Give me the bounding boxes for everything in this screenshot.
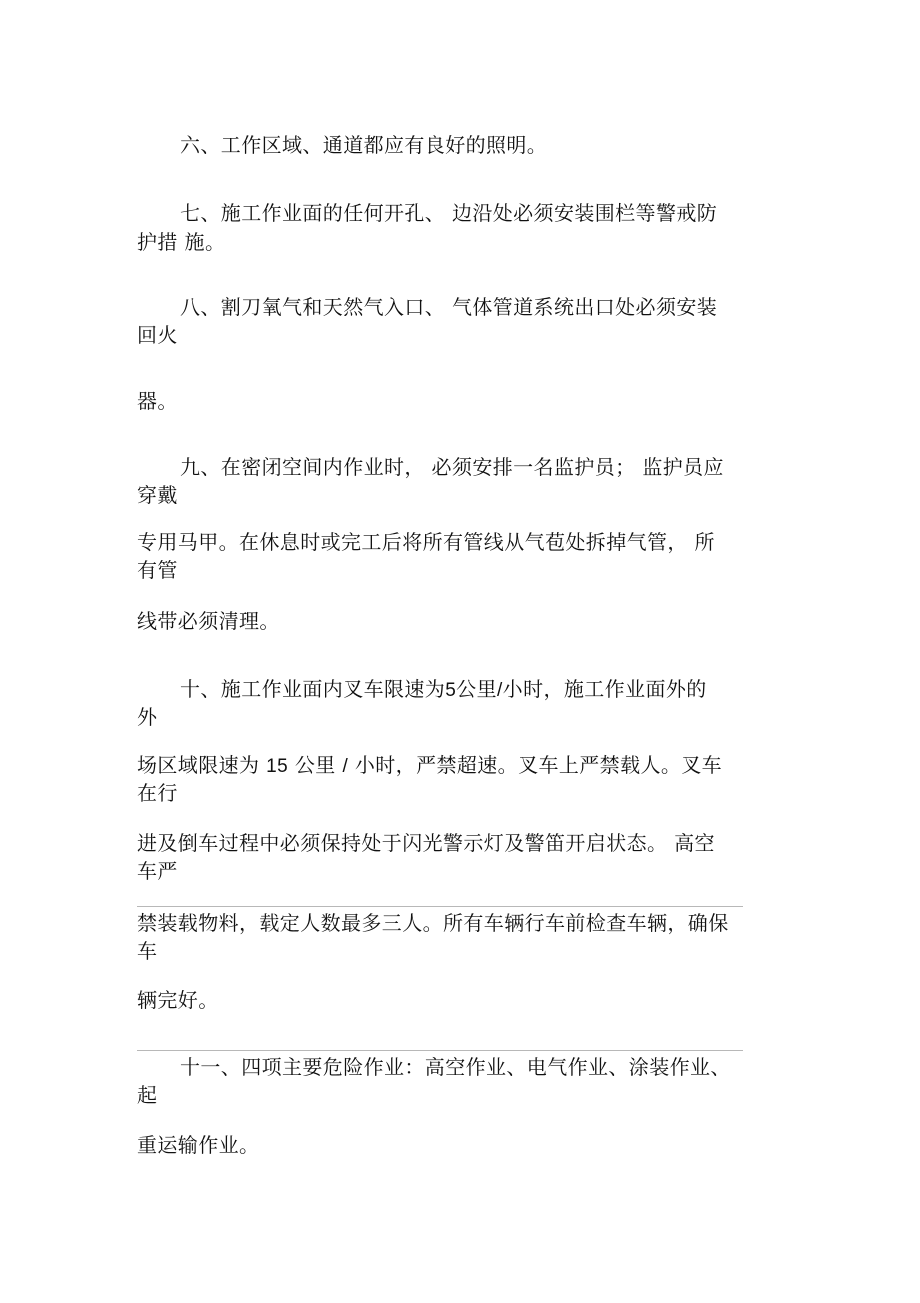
- item-7-line-2: 护措 施。: [137, 230, 226, 254]
- item-10-line-8: 车: [137, 939, 158, 963]
- speed-limit-outer: 15: [266, 756, 289, 777]
- item-11-line-2: 起: [137, 1083, 158, 1107]
- item-10-line-6: 车严: [137, 859, 178, 883]
- item-10-text-c: 小时，施工作业面外的: [502, 677, 707, 701]
- item-10-line-3: [137, 753, 722, 779]
- slash-1: /: [496, 680, 503, 701]
- speed-limit-inner: 5: [445, 680, 457, 701]
- item-8-line-2: 回火: [137, 323, 178, 347]
- item-10-line-1: [180, 677, 707, 703]
- item-10-text-d: 场区域限速为: [137, 753, 267, 777]
- divider-rule-1: [137, 906, 743, 907]
- item-10-line-4: 在行: [137, 781, 178, 805]
- divider-rule-2: [137, 1050, 743, 1051]
- item-11-line-1: 十一、四项主要危险作业：高空作业、电气作业、涂装作业、: [180, 1055, 731, 1079]
- item-6-line-1: 六、工作区域、通道都应有良好的照明。: [180, 133, 548, 157]
- item-10-text-a: 十、施工作业面内叉车限速为: [180, 677, 446, 701]
- item-10-text-e: 小时，严禁超速。叉车上严禁载人。叉车: [348, 753, 723, 777]
- item-10-line-2: 外: [137, 705, 158, 729]
- item-7-line-1: 七、施工作业面的任何开孔、 边沿处必须安装围栏等警戒防: [180, 201, 718, 225]
- item-10-line-7: 禁装载物料，载定人数最多三人。所有车辆行车前检查车辆，确保: [137, 911, 729, 935]
- item-8-line-3: 器。: [137, 389, 178, 413]
- item-10-line-9: 辆完好。: [137, 988, 219, 1012]
- item-11-line-3: 重运输作业。: [137, 1133, 260, 1157]
- item-10-unit-b: 公里: [288, 753, 343, 777]
- item-9-line-3: 专用马甲。在休息时或完工后将所有管线从气苞处拆掉气管， 所: [137, 530, 715, 554]
- item-9-line-5: 线带必须清理。: [137, 609, 280, 633]
- slash-2: /: [342, 756, 349, 777]
- item-9-line-2: 穿戴: [137, 483, 178, 507]
- item-10-unit-a: 公里: [456, 677, 497, 701]
- item-9-line-1: 九、在密闭空间内作业时， 必须安排一名监护员； 监护员应: [180, 455, 724, 479]
- item-8-line-1: 八、割刀氧气和天然气入口、 气体管道系统出口处必须安装: [180, 295, 718, 319]
- item-10-line-5: 进及倒车过程中必须保持处于闪光警示灯及警笛开启状态。 高空: [137, 831, 715, 855]
- item-9-line-4: 有管: [137, 558, 178, 582]
